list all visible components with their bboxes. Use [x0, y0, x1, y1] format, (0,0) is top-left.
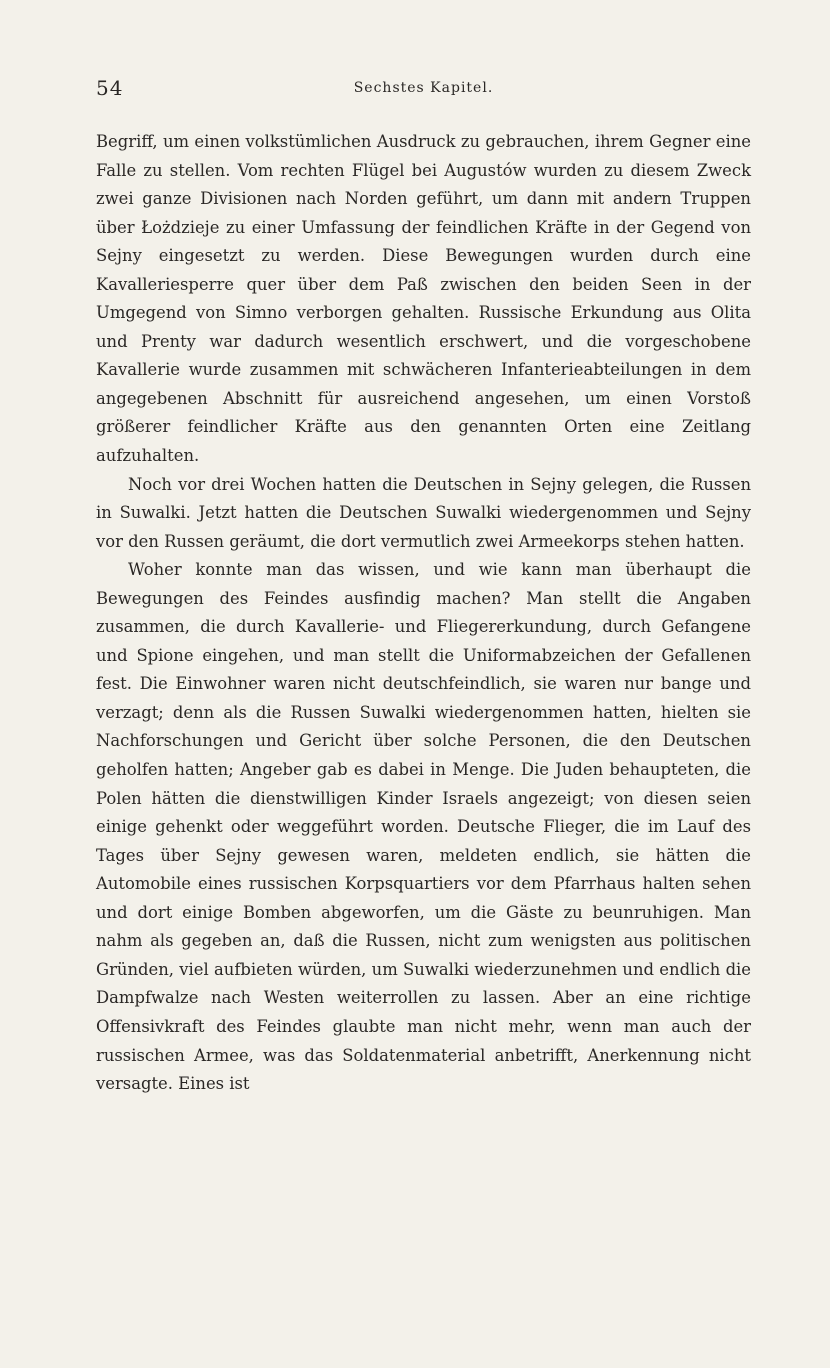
- page-header: [96, 70, 751, 106]
- paragraph: Noch vor drei Wochen hatten die Deutschen in Sejny gelegen, die Russen in Suwalki. Jetzt hatten die Deutschen Suwalki wiedergenommen und Sejny vor den Russen geräumt, die dort vermutlich zwei Armeekorps stehen hatten.: [96, 474, 751, 551]
- paragraph: Begriff, um einen volkstümlichen Ausdruck zu gebrauchen, ihrem Gegner eine Falle zu stellen. Vom rechten Flügel bei Augustów wurden zu diesem Zweck zwei ganze Divisionen nach Norden geführt, um dann mit andern Truppen über Łożdzieje zu einer Umfassung der feindlichen Kräfte in der Gegend von Sejny eingesetzt zu werden. Diese Bewegungen wurden durch eine Kavalleriesperre quer über dem Paß zwischen den beiden Seen in der Umgegend von Simno verborgen gehalten. Russische Erkundung aus Olita und Prenty war dadurch wesentlich erschwert, und die vorgeschobene Kavallerie wurde zusammen mit schwächeren Infanterieabteilungen in dem angegebenen Abschnitt für ausreichend angesehen, um einen Vorstoß größerer feindlicher Kräfte aus den genannten Orten eine Zeitlang aufzuhalten.: [96, 132, 751, 466]
- body-text: [96, 128, 751, 1099]
- running-head: Sechstes Kapitel.: [353, 80, 494, 96]
- paragraph: Woher konnte man das wissen, und wie kann man überhaupt die Bewegungen des Feindes ausfindig machen? Man stellt die Angaben zusammen, die durch Kavallerie- und Fliegererkundung, durch Gefangene und Spione eingehen, und man stellt die Uniformabzeichen der Gefallenen fest. Die Einwohner waren nicht deutschfeindlich, sie waren nur bange und verzagt; denn als die Russen Suwalki wiedergenommen hatten, hielten sie Nachforschungen und Gericht über solche Personen, die den Deutschen geholfen hatten; Angeber gab es dabei in Menge. Die Juden behaupteten, die Polen hätten die dienstwilligen Kinder Israels angezeigt; von diesen seien einige gehenkt oder weggeführt worden. Deutsche Flieger, die im Lauf des Tages über Sejny gewesen waren, meldeten endlich, sie hätten die Automobile eines russischen Korpsquartiers vor dem Pfarrhaus halten sehen und dort einige Bomben abgeworfen, um die Gäste zu beunruhigen. Man nahm als gegeben an, daß die Russen, nicht zum wenigsten aus politischen Gründen, viel aufbieten würden, um Suwalki wiederzunehmen und endlich die Dampfwalze nach Westen weiterrollen zu lassen. Aber an eine richtige Offensivkraft des Feindes glaubte man nicht mehr, wenn man auch der russischen Armee, was das Soldatenmaterial anbetrifft, Anerkennung nicht versagte. Eines ist: [96, 560, 751, 1094]
- page-number: 54: [96, 76, 124, 100]
- book-page: [96, 70, 751, 1099]
